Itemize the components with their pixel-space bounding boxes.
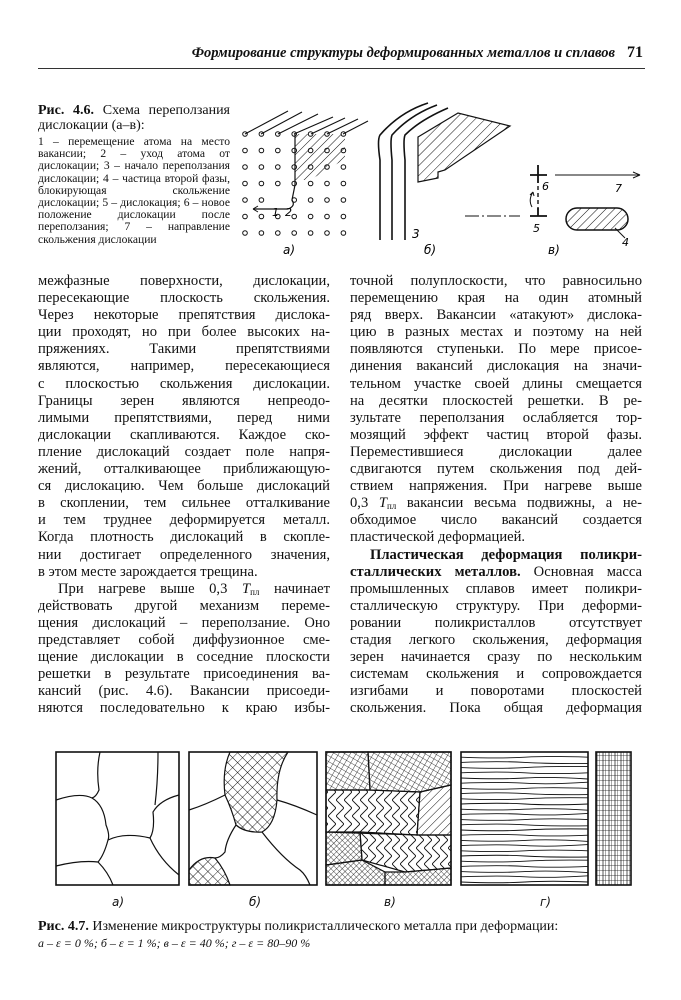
text-run: на десятки плоскостей решетки. В ре- [350,392,642,409]
grain-boundary [461,772,588,774]
panel-a-extra-planes [245,111,368,134]
text-line [38,307,330,324]
text-line [38,632,330,649]
atom-site [243,165,248,170]
text-run: обходимое число вакансий создается [350,512,642,529]
text-run: Пластическая деформация поликри- [370,546,642,563]
grain-boundary [461,813,588,815]
text-run: T [378,495,387,512]
text-run: сталлических металлов. [350,563,521,580]
grain-boundary [461,871,588,873]
text-run: перемещению края на один атомный [350,290,642,307]
atom-site [292,181,297,186]
fig47-label-a: а) [112,895,125,909]
text-run: 0,3 [350,495,379,512]
text-run: пластической деформацией. [350,529,526,546]
text-run: сталлическую структуру. При деформи- [350,597,642,614]
text-line [350,581,642,598]
panel-b-hatched-region [418,113,510,182]
panel-c-particle [566,208,628,230]
text-run: зерен начинается сразу по нескольким [350,649,642,666]
atom-site [276,148,281,153]
grain-boundary [461,834,588,836]
text-run: промышленных сплавов имеет поликри- [350,580,642,597]
grain-boundary [461,819,588,821]
grain-boundary [461,809,588,811]
marker-4: 4 [622,236,629,249]
text-run: изгибами и поворотами плоскостей [350,683,642,700]
panel-label-b: б) [424,243,437,257]
text-run: скольжения. Пока общая деформация [350,700,642,717]
panel-d-recrystallized-strip [596,752,631,885]
grain-boundary [461,756,588,758]
text-line [38,410,330,427]
atom-site [308,231,313,236]
atom-site [325,231,330,236]
atom-site [276,231,281,236]
text-run: стадия легкого скольжения, деформация [350,631,642,648]
panel-label-c: в) [548,243,560,257]
text-run: дислокации скапливаются. Каждое ско- [38,426,330,443]
atom-site [308,198,313,203]
text-run: начинает [259,580,330,597]
atom-site [243,231,248,236]
caption-title: Изменение микроструктуры поликристаллического металла при деформации: [92,919,559,934]
atom-site [325,198,330,203]
text-run: лимыми препятствиями, перед ними [38,409,330,426]
text-line [38,393,330,410]
text-run: пересекающие плоскость скольжения. [38,290,330,307]
text-run: Границы зерен являются непреодо- [38,392,330,409]
grain-boundary [461,860,588,862]
marker-7: 7 [615,182,622,195]
atom-site [259,231,264,236]
text-line [38,341,330,358]
text-line [350,615,642,632]
text-line [350,683,642,700]
marker-3: 3 [412,227,420,241]
atom-site [259,165,264,170]
text-run: с плоскостью скольжения дислокации. [38,375,330,392]
text-line [350,478,642,495]
atom-site [292,214,297,219]
atom-site [243,198,248,203]
atom-site [341,214,346,219]
text-line [38,666,330,683]
atom-site [308,214,313,219]
grain-boundary [461,829,588,831]
text-line [350,649,642,666]
text-run: сдвигаются путем скольжения под дей- [350,461,642,478]
text-run: являются, например, пересекающиеся [38,358,330,375]
text-line [350,427,642,444]
text-line [350,598,642,615]
text-line [350,700,642,717]
panel-a-hatched-region [295,134,345,180]
grain-boundary [461,824,588,826]
text-run: системам скольжения и сопровождается [350,666,642,683]
atom-site [276,132,281,137]
text-run: динения вакансий дислокация на значи- [350,358,642,375]
text-line [350,273,642,290]
text-run: вакансии весьма подвижны, а не- [396,495,642,512]
caption-label: Рис. 4.6. [38,103,95,118]
text-line [350,393,642,410]
text-run: точной полуплоскости, что равносильно [350,273,642,289]
text-run: действовать другой механизм переме- [38,597,330,614]
grain-boundary [461,762,588,764]
text-line [38,444,330,461]
panel-label-a: а) [283,243,296,257]
text-line [38,512,330,529]
text-run: T [241,580,251,597]
text-line [38,324,330,341]
text-line [350,307,642,324]
text-run: пление дислокаций создает поле напря- [38,443,330,460]
caption-label: Рис. 4.7. [38,919,89,934]
text-run: в скоплении, тем сильнее отталкивание [38,495,330,512]
text-line [350,358,642,375]
text-run: ровании поликристаллов отсутствует [350,614,642,631]
text-run: пряжениях. Такими препятствиями [38,341,330,358]
text-line [38,376,330,393]
grain-boundary [461,788,588,790]
atom-site [325,181,330,186]
grain-boundary [461,766,588,768]
text-line [350,512,642,529]
atom-site [243,181,248,186]
grain-boundary [461,876,588,878]
arrow-icon [253,206,262,212]
text-run: и тем труднее деформируется металл. [38,512,330,529]
caption-title: Схема переползания дислокации (а–в): [38,103,230,133]
text-run: Основная масса [520,563,642,580]
grain-boundary [461,803,588,805]
atom-site [259,214,264,219]
text-line [350,529,642,546]
text-line [38,649,330,666]
grain-boundary [461,782,588,784]
text-column-left [38,273,330,717]
text-line [38,273,330,290]
text-line [38,529,330,546]
text-run: ся дислокацию. Чем больше дислокаций [38,478,330,495]
text-line [38,564,330,581]
grain-boundary [461,850,588,852]
text-line [350,324,642,341]
text-run: жений, отталкивающее приближающую- [38,461,330,478]
panel-c-grains [326,752,451,885]
text-line [350,564,642,581]
text-run: Переместившиеся дислокации далее [350,443,642,460]
atom-site [341,181,346,186]
marker-5: 5 [533,222,540,235]
grain-boundary [461,793,588,795]
text-run: При нагреве выше 0,3 [58,580,242,597]
text-line [38,427,330,444]
subscript: пл [386,501,397,512]
caption-legend: 1 – перемещение атома на место вакансии; 2 – уход атома от дислокации; 3 – начало переползания дислокации; 4 – частица второй фазы, блокирующая скольжение дислокации; 5 – дислокация; 6 – новое положение дислокации после переползания; 7 – направление скольжения дислокации [38,135,230,246]
text-line [350,632,642,649]
panel-d-elongated-grains [461,752,588,885]
text-run: зультате переползания ослабляется тор- [350,409,642,426]
text-run: нии достигает определенного значения, [38,546,330,563]
text-line [38,683,330,700]
text-run: няются последовательно к краю избы- [38,700,330,717]
atom-site [325,214,330,219]
text-run: Когда плотность дислокаций в скопле- [38,529,330,546]
panel-a-climb-path [253,134,295,209]
text-line [38,581,330,598]
marker-2: 2 [285,206,292,219]
text-line [38,478,330,495]
text-run: Через некоторые препятствия дислока- [38,307,330,324]
grain-boundary [461,866,588,868]
atom-site [341,198,346,203]
figure-4-7 [56,752,631,885]
text-run: решетки в результате присоединения ва- [38,666,330,683]
text-line [38,461,330,478]
grain-boundary [461,840,588,842]
fig47-label-d: г) [540,895,551,909]
atom-site [259,181,264,186]
text-line [38,290,330,307]
text-run: щения дислокаций – переползание. Оно [38,614,330,631]
text-line [38,547,330,564]
atom-site [243,148,248,153]
text-line [38,598,330,615]
text-run: ствием напряжения. При нагреве выше [350,478,642,495]
figure-4-7-caption [38,918,648,952]
panel-a-grains [56,752,179,885]
text-run: ряд вверх. Вакансии «атакуют» дислока- [350,307,642,324]
text-line [350,495,642,512]
text-run: мозящий эффект частиц второй фазы. [350,426,642,443]
text-run: цию в разных местах и поэтому на ней [350,324,642,341]
text-line [350,461,642,478]
text-line [350,666,642,683]
text-run: ции проходят, но при более высоких на- [38,324,330,341]
text-run: кансий (рис. 4.6). Вакансии присоеди- [38,683,330,700]
grain-boundary [461,855,588,857]
grain-boundary [461,881,588,883]
atom-site [243,214,248,219]
text-line [350,444,642,461]
text-line [350,290,642,307]
atom-site [259,148,264,153]
marker-6: 6 [542,180,549,193]
page-number: 71 [627,44,643,61]
grain-boundary [461,798,588,800]
panel-b-grains [189,752,317,885]
text-run: щение дислокации в соседние плоскости [38,649,330,666]
text-line [350,376,642,393]
grain-boundary [461,845,588,847]
caption-legend: а – ε = 0 %; б – ε = 1 %; в – ε = 40 %; г – ε = 80–90 % [38,936,311,950]
grain-boundary [461,777,588,779]
text-line [38,495,330,512]
text-line [350,410,642,427]
atom-site [341,231,346,236]
text-line [38,358,330,375]
subscript: пл [250,586,260,597]
text-line [38,700,330,717]
atom-site [276,165,281,170]
running-title: Формирование структуры деформированных металлов и сплавов [191,45,615,61]
text-line [350,547,642,564]
text-column-right [350,273,642,717]
atom-site [292,231,297,236]
fig47-label-c: в) [384,895,396,909]
text-line [350,341,642,358]
text-line [38,615,330,632]
text-run: в этом месте зарождается трещина. [38,563,258,580]
atom-site [259,198,264,203]
text-run: появляются ступеньки. По мере присое- [350,341,642,358]
text-run: межфазные поверхности, дислокации, [38,273,330,289]
fig47-label-b: б) [249,895,262,909]
marker-1: 1 [272,206,279,219]
text-run: тельном участке своей длины смещается [350,375,642,392]
atom-site [341,165,346,170]
text-run: представляет собой диффузионное сме- [38,631,330,648]
atom-site [308,181,313,186]
atom-site [276,181,281,186]
